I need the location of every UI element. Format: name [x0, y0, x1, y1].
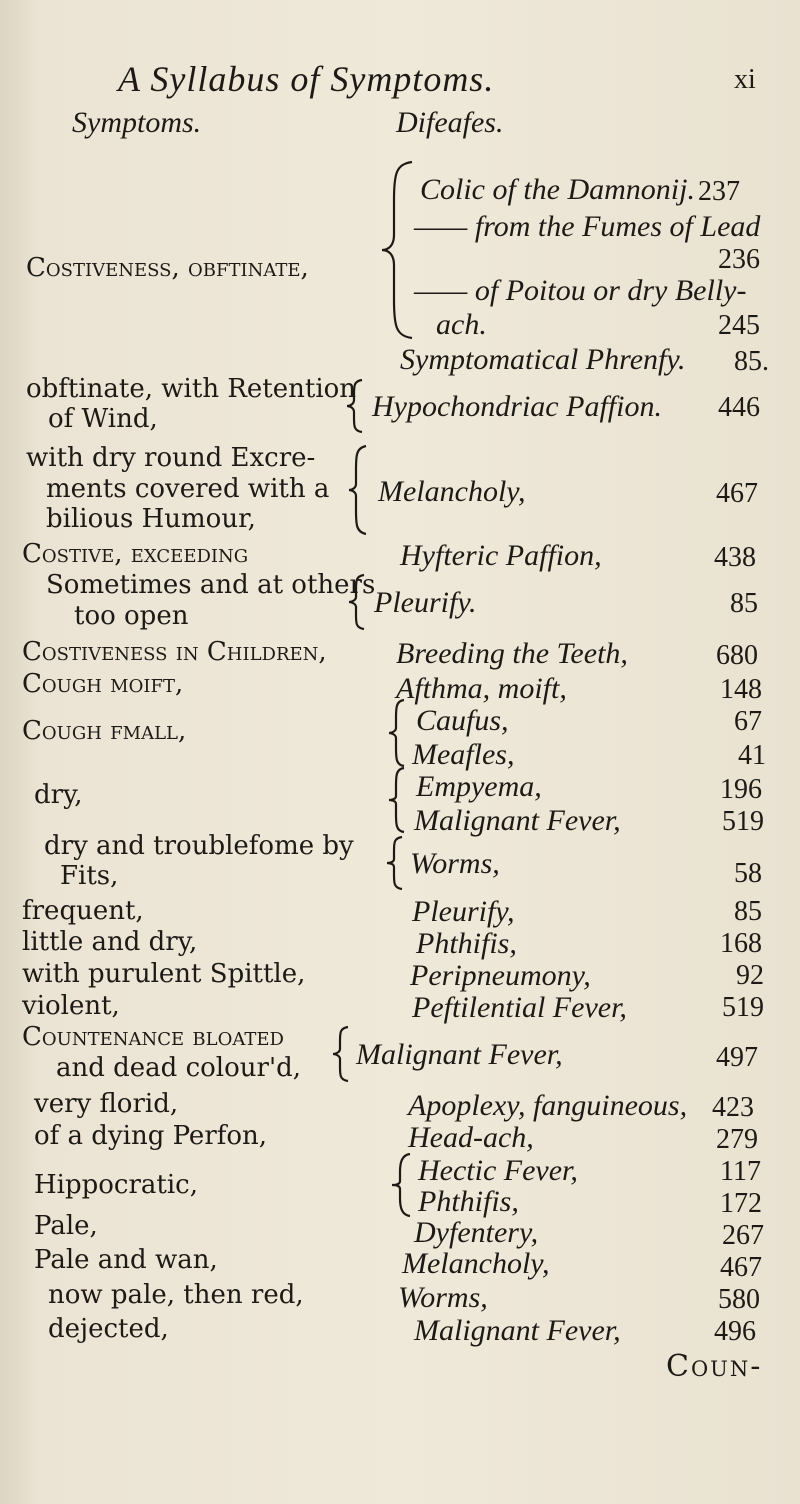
symptom-very-florid: very florid, [34, 1089, 179, 1119]
symptom-of-wind: of Wind, [48, 404, 158, 434]
brace-colic [378, 160, 418, 340]
disease-asthma: Afthma, moift, [396, 672, 567, 705]
page-ref-9: 680 [716, 640, 758, 671]
disease-phthisis-1: Phthifis, [416, 927, 517, 960]
page-ref-25: 267 [722, 1220, 764, 1251]
disease-phthisis-2: Phthifis, [418, 1185, 519, 1218]
symptom-frequent: frequent, [22, 896, 144, 926]
page-ref-27: 580 [718, 1284, 760, 1315]
symptom-obstinate-retention: obftinate, with Retention [26, 374, 357, 404]
page-ref-1: 237 [698, 176, 740, 207]
page-ref-6: 467 [716, 478, 758, 509]
page-ref-18: 92 [736, 960, 764, 991]
disease-peripneumony: Peripneumony, [410, 959, 591, 992]
page-ref-2: 236 [718, 244, 760, 275]
brace-pleurisy [346, 573, 370, 631]
page-ref-24: 172 [720, 1188, 762, 1219]
disease-worms-2: Worms, [398, 1281, 488, 1314]
disease-fumes-lead [414, 212, 760, 242]
disease-worms-1: Worms, [410, 847, 500, 880]
brace-retention [344, 378, 368, 434]
page-ref-20: 497 [716, 1042, 758, 1073]
page-ref-13: 196 [720, 774, 762, 805]
symptom-violent: violent, [22, 991, 120, 1021]
disease-poitou [414, 276, 746, 306]
running-head-title: A Syllabus of Symptoms. [118, 59, 495, 99]
symptom-little-dry: little and dry, [22, 927, 198, 957]
disease-pleurisy: Pleurify. [374, 586, 477, 619]
page-ref-14: 519 [722, 806, 764, 837]
symptom-dying-person: of a dying Perfon, [34, 1121, 268, 1151]
page-ref-19: 519 [722, 992, 764, 1023]
page-ref-4: 85. [734, 346, 769, 377]
disease-hypochondriac: Hypochondriac Paffion. [372, 390, 662, 423]
disease-hysteric: Hyfteric Paffion, [400, 539, 602, 572]
symptom-bilious-humour: bilious Humour, [46, 504, 256, 534]
page-ref-3: 245 [718, 310, 760, 341]
disease-melancholy-2: Melancholy, [402, 1247, 550, 1280]
page-ref-21: 423 [712, 1092, 754, 1123]
running-head [118, 58, 494, 100]
symptom-dry: dry, [34, 780, 83, 810]
symptom-costiveness: Costiveness, obftinate, [26, 253, 309, 283]
page-ref-16: 85 [734, 896, 762, 927]
symptom-countenance-bloated: Countenance bloated [22, 1022, 284, 1052]
page-ref-26: 467 [720, 1252, 762, 1283]
symptom-dead-colour: and dead colour'd, [56, 1053, 302, 1083]
disease-hectic: Hectic Fever, [418, 1154, 578, 1187]
brace-causus [386, 698, 410, 768]
symptom-dry-round: with dry round Excre- [26, 443, 316, 473]
disease-measles: Meafles, [412, 738, 515, 771]
symptom-pale: Pale, [34, 1211, 98, 1241]
disease-pleurisy-2: Pleurify, [412, 895, 515, 928]
page-ref-10: 148 [720, 674, 762, 705]
symptom-purulent-spittle: with purulent Spittle, [22, 959, 306, 989]
page-ref-5: 446 [718, 392, 760, 423]
brace-malignant [330, 1025, 354, 1083]
page-ref-23: 117 [720, 1156, 761, 1187]
disease-head-ach: Head-ach, [408, 1121, 534, 1154]
disease-breeding-teeth: Breeding the Teeth, [396, 637, 628, 670]
symptom-cough-small: Cough fmall, [22, 716, 187, 746]
page-ref-11: 67 [734, 706, 762, 737]
symptom-hippocratic: Hippocratic, [34, 1170, 199, 1200]
disease-malignant-fever-3: Malignant Fever, [414, 1314, 621, 1347]
page-ref-12: 41 [738, 740, 766, 771]
page-ref-17: 168 [720, 928, 762, 959]
symptom-pale-wan: Pale and wan, [34, 1245, 218, 1275]
page-ref-15: 58 [734, 858, 762, 889]
disease-poitou-text: of Poitou or dry Belly- [474, 274, 747, 307]
page-ref-7: 438 [714, 542, 756, 573]
brace-hectic [388, 1152, 416, 1218]
disease-malignant-fever-2: Malignant Fever, [356, 1038, 563, 1071]
symptom-dry-troublesome: dry and troublefome by [44, 831, 354, 861]
symptom-fits: Fits, [60, 861, 119, 891]
disease-fumes-lead-text: from the Fumes of Lead [474, 210, 761, 243]
symptom-too-open: too open [74, 601, 189, 631]
symptom-now-pale: now pale, then red, [48, 1280, 304, 1310]
folio: xi [734, 64, 756, 95]
page-ref-8: 85 [730, 588, 758, 619]
catchword: Coun- [666, 1349, 763, 1384]
dash: —— [414, 210, 468, 243]
disease-pestilential: Peftilential Fever, [412, 991, 627, 1024]
symptom-ments-covered: ments covered with a [46, 474, 330, 504]
dash: —— [414, 274, 468, 307]
disease-colic: Colic of the Damnonij. [420, 173, 695, 206]
disease-causus: Caufus, [416, 704, 509, 737]
disease-symptomatical-phrensy: Symptomatical Phrenfy. [400, 343, 686, 376]
brace-empyema [386, 766, 410, 834]
page-ref-22: 279 [716, 1124, 758, 1155]
symptom-cough-moist: Cough moift, [22, 669, 184, 699]
symptom-sometimes: Sometimes and at others [46, 570, 376, 600]
disease-malignant-fever-1: Malignant Fever, [414, 804, 621, 837]
column-heading-symptoms: Symptoms. [72, 106, 202, 139]
page-ref-28: 496 [714, 1316, 756, 1347]
disease-dysentery: Dyfentery, [414, 1216, 539, 1249]
disease-ach: ach. [436, 308, 487, 341]
brace-melancholy [346, 444, 372, 536]
brace-worms [384, 835, 408, 891]
disease-apoplexy: Apoplexy, fanguineous, [408, 1089, 688, 1122]
symptom-costive-exceeding: Costive, exceeding [22, 539, 249, 569]
symptom-costiveness-children: Costiveness in Children, [22, 637, 327, 667]
symptom-dejected: dejected, [48, 1314, 169, 1344]
column-heading-diseases: Difeafes. [396, 106, 504, 139]
disease-empyema: Empyema, [416, 770, 542, 803]
disease-melancholy: Melancholy, [378, 475, 526, 508]
